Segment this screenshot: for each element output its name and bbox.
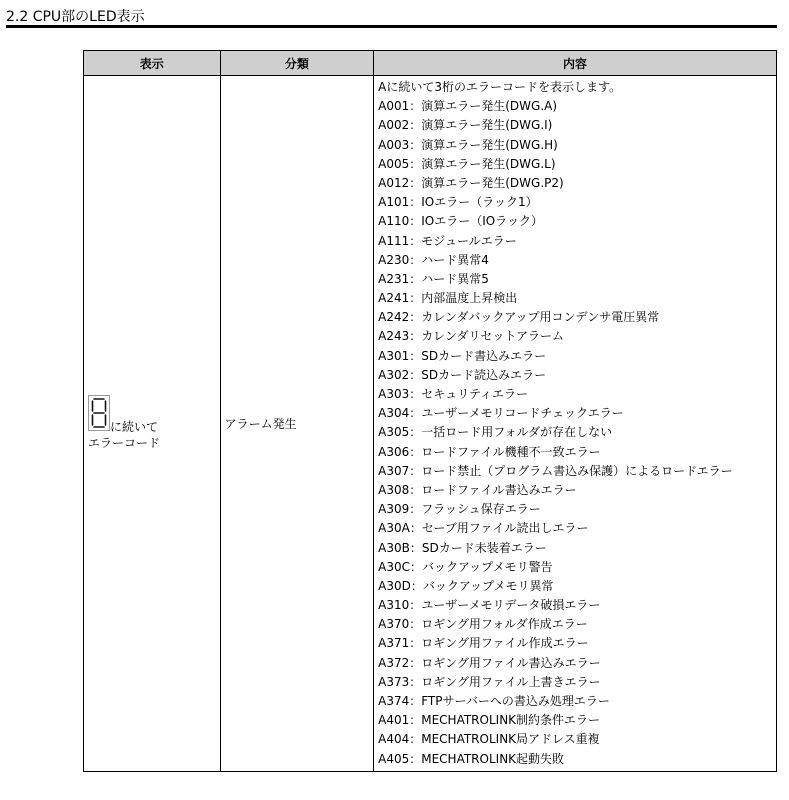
error-code-line: A371：ロギング用ファイル作成エラー	[378, 636, 589, 651]
title-rule	[6, 25, 777, 28]
error-code-line: A304：ユーザーメモリコードチェックエラー	[378, 406, 624, 421]
header-display: 表示	[84, 51, 221, 76]
error-code-line: A241：内部温度上昇検出	[378, 291, 518, 306]
error-code-line: A370：ロギング用フォルダ作成エラー	[378, 617, 588, 632]
error-code-line: A242：カレンダバックアップ用コンデンサ電圧異常	[378, 310, 660, 325]
error-code-line: A005：演算エラー発生(DWG.L)	[378, 156, 556, 171]
seven-segment-8-icon	[88, 395, 110, 434]
error-code-line: A110：IOエラー（IOラック）	[378, 214, 543, 229]
error-code-line: A30C：バックアップメモリ警告	[378, 559, 553, 574]
content-intro: Aに続いて3桁のエラーコードを表示します。	[378, 80, 622, 94]
error-code-line: A012：演算エラー発生(DWG.P2)	[378, 175, 564, 190]
error-code-line: A308：ロードファイル書込みエラー	[378, 482, 577, 497]
error-code-line: A373：ロギング用ファイル上書きエラー	[378, 674, 601, 689]
category-cell: アラーム発生	[220, 76, 374, 772]
error-code-line: A243：カレンダリセットアラーム	[378, 329, 564, 344]
content-cell	[374, 76, 777, 772]
error-code-line: A30A：セーブ用ファイル読出しエラー	[378, 521, 589, 536]
error-code-line: A405：MECHATROLINK起動失敗	[378, 751, 565, 766]
error-code-line: A303：セキュリティエラー	[378, 387, 529, 401]
content-list	[378, 78, 776, 769]
display-text-line1: に続いて	[110, 419, 159, 434]
table-row	[84, 76, 777, 772]
error-code-line: A305：一括ロード用フォルダが存在しない	[378, 425, 613, 440]
error-code-line: A301：SDカード書込みエラー	[378, 348, 547, 363]
error-code-line: A306：ロードファイル機種不一致エラー	[378, 444, 601, 459]
error-code-line: A401：MECHATROLINK制約条件エラー	[378, 713, 601, 728]
header-content: 内容	[374, 51, 777, 76]
error-code-line: A307：ロード禁止（プログラム書込み保護）によるロードエラー	[378, 463, 733, 478]
section-title: 2.2 CPU部のLED表示	[6, 9, 145, 25]
error-code-line: A001：演算エラー発生(DWG.A)	[378, 99, 558, 114]
error-code-line: A310：ユーザーメモリデータ破損エラー	[378, 598, 601, 613]
error-code-line: A404：MECHATROLINK局アドレス重複	[378, 732, 600, 747]
error-code-line: A30D：バックアップメモリ異常	[378, 578, 554, 593]
error-code-line: A30B：SDカード未装着エラー	[378, 540, 547, 555]
error-code-line: A372：ロギング用ファイル書込みエラー	[378, 655, 601, 670]
error-code-line: A002：演算エラー発生(DWG.I)	[378, 118, 553, 133]
led-display-table	[83, 50, 777, 772]
error-code-line: A231：ハード異常5	[378, 271, 489, 286]
display-cell	[84, 76, 221, 772]
error-code-line: A111：モジュールエラー	[378, 233, 517, 248]
display-text-line2: エラーコード	[88, 435, 161, 450]
error-code-line: A101：IOエラー（ラック1）	[378, 195, 538, 210]
header-category: 分類	[220, 51, 374, 76]
error-code-line: A309：フラッシュ保存エラー	[378, 502, 541, 517]
error-code-line: A230：ハード異常4	[378, 252, 489, 267]
error-code-line: A374：FTPサーバーへの書込み処理エラー	[378, 694, 610, 708]
error-code-line: A003：演算エラー発生(DWG.H)	[378, 137, 558, 152]
table-header-row	[84, 51, 777, 76]
error-code-line: A302：SDカード読込みエラー	[378, 367, 547, 382]
